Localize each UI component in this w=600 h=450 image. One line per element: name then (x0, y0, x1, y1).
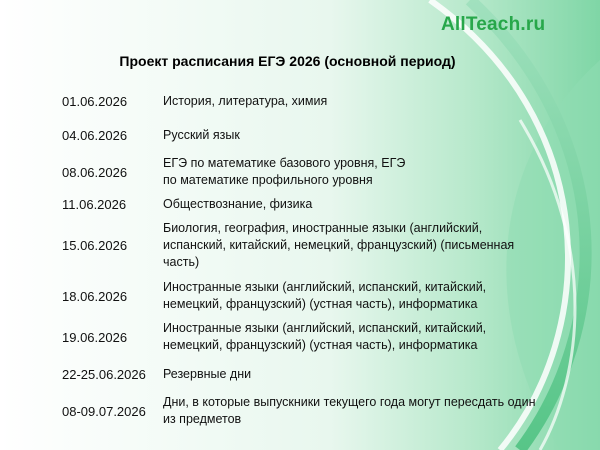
schedule-row (62, 196, 572, 213)
page-title: Проект расписания ЕГЭ 2026 (основной период) (119, 53, 456, 69)
schedule-row (62, 279, 572, 313)
schedule-row (62, 366, 572, 383)
schedule-row (62, 93, 572, 110)
schedule-subjects: История, литература, химия (163, 94, 328, 108)
schedule-row (62, 320, 572, 354)
schedule-subjects: Дни, в которые выпускники текущего года могут пересдать один из предметов (163, 395, 536, 426)
schedule-row (62, 394, 572, 428)
schedule-subjects: Биология, география, иностранные языки (английский, испанский, китайский, немецкий, французский) (письменная часть) (163, 221, 515, 269)
schedule-subjects: Иностранные языки (английский, испанский, китайский, немецкий, французский) (устная часть), информатика (163, 321, 487, 352)
schedule-row (62, 220, 572, 271)
schedule-date: 08-09.07.2026 (62, 403, 146, 419)
brand-logo: AllTeach.ru (441, 14, 546, 35)
schedule-subjects: Русский язык (163, 128, 240, 142)
schedule-date: 01.06.2026 (62, 94, 128, 109)
schedule-date: 18.06.2026 (62, 288, 128, 304)
schedule-subjects: Обществознание, физика (163, 197, 313, 211)
schedule-date: 04.06.2026 (62, 128, 128, 143)
schedule-date: 22-25.06.2026 (62, 367, 146, 382)
schedule-date: 15.06.2026 (62, 238, 128, 253)
schedule-row (62, 127, 572, 144)
schedule-date: 08.06.2026 (62, 164, 128, 180)
schedule-date: 11.06.2026 (62, 197, 127, 212)
schedule-subjects: Резервные дни (163, 367, 252, 381)
schedule-date: 19.06.2026 (62, 329, 128, 345)
schedule-subjects: Иностранные языки (английский, испанский, китайский, немецкий, французский) (устная часть), информатика (163, 280, 487, 311)
schedule-subjects: ЕГЭ по математике базового уровня, ЕГЭ по математике профильного уровня (163, 156, 406, 187)
schedule-row (62, 155, 572, 189)
